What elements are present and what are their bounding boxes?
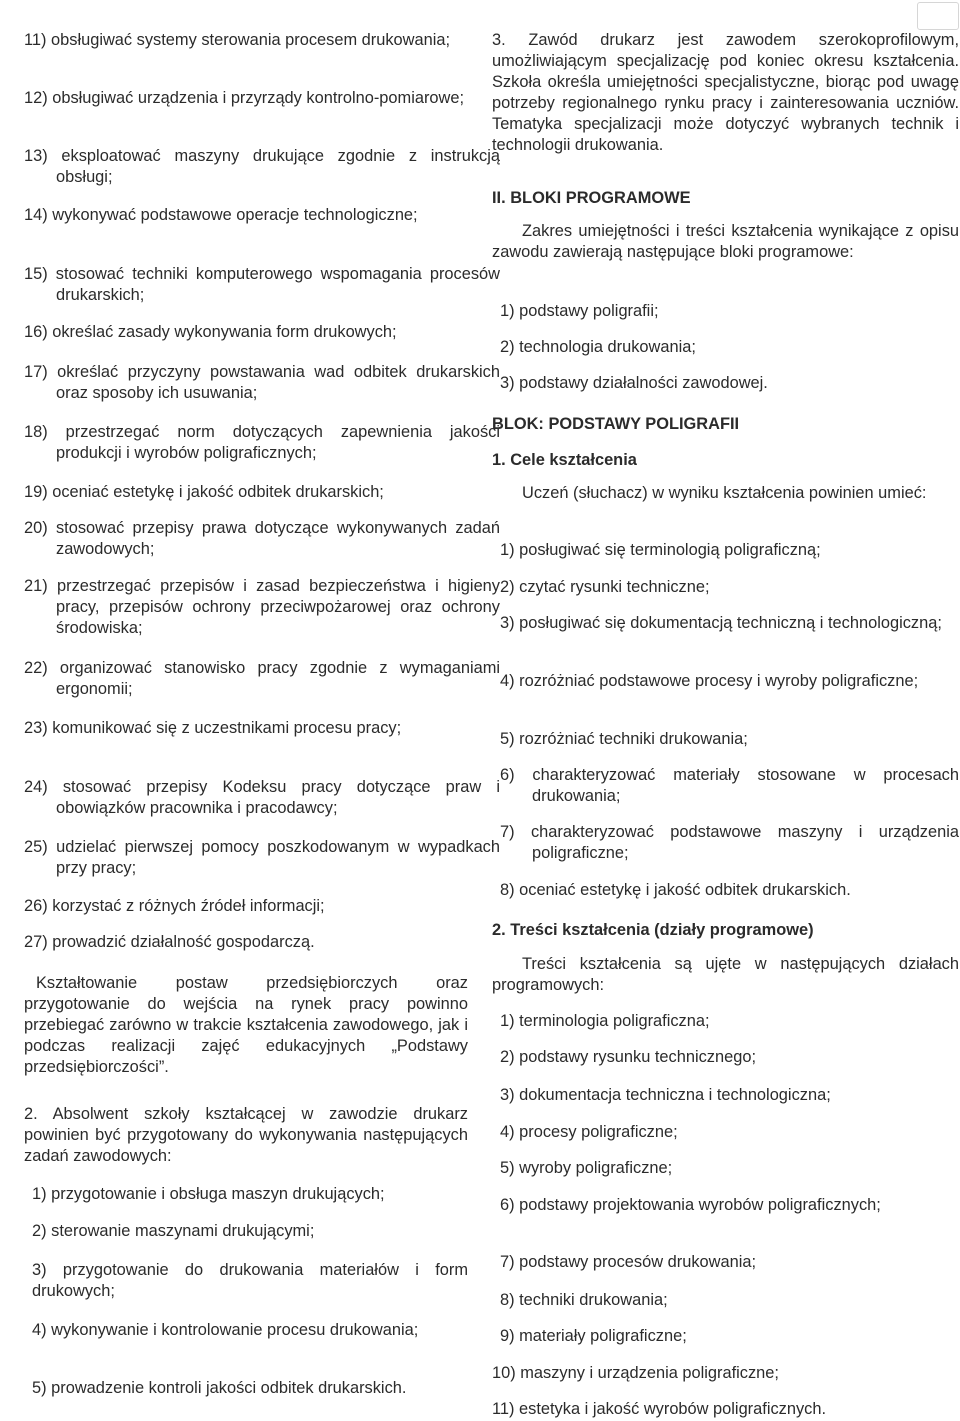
subsection-heading: 2. Treści kształcenia (działy programowe) [492, 921, 814, 939]
content-item: 3) dokumentacja techniczna i technologiczna; [500, 1086, 831, 1104]
list-item: 21) przestrzegać przepisów i zasad bezpieczeństwa i higieny pracy, przepisów ochrony przeciwpożarowej oraz ochrony środowiska; [24, 577, 500, 637]
content-item: 10) maszyny i urządzenia poligraficzne; [492, 1364, 779, 1382]
content-item: 9) materiały poligraficzne; [500, 1327, 687, 1345]
content-item: 8) techniki drukowania; [500, 1291, 668, 1309]
block-item: 1) podstawy poligrafii; [500, 302, 659, 320]
list-item: 17) określać przyczyny powstawania wad odbitek drukarskich oraz sposoby ich usuwania; [24, 363, 500, 402]
goal-item: 2) czytać rysunki techniczne; [500, 578, 710, 596]
block-heading: BLOK: PODSTAWY POLIGRAFII [492, 415, 740, 433]
goal-item: 8) oceniać estetykę i jakość odbitek drukarskich. [500, 881, 851, 899]
content-item: 7) podstawy procesów drukowania; [500, 1253, 757, 1271]
section-heading: II. BLOKI PROGRAMOWE [492, 189, 691, 207]
task-item: 5) prowadzenie kontroli jakości odbitek drukarskich. [32, 1379, 407, 1397]
goal-item: 7) charakteryzować podstawowe maszyny i urządzenia poligraficzne; [500, 823, 959, 862]
paragraph-specialization: 3. Zawód drukarz jest zawodem szerokoprofilowym, umożliwiającym specjalizację pod koniec okresu kształcenia. Szkoła określa umiejętności specjalistyczne, biorąc pod uwagę potrzeby regionalnego rynku pracy i zainteresowania uczniów. Tematyka specjalizacji może dotyczyć wybranych technik i technologii drukowania. [492, 31, 959, 154]
list-item: 13) eksploatować maszyny drukujące zgodnie z instrukcją obsługi; [24, 147, 500, 186]
content-item: 2) podstawy rysunku technicznego; [500, 1048, 757, 1066]
content-item: 1) terminologia poligraficzna; [500, 1012, 710, 1030]
list-item: 14) wykonywać podstawowe operacje technologiczne; [24, 206, 418, 224]
list-item: 16) określać zasady wykonywania form drukowych; [24, 323, 397, 341]
list-item: 23) komunikować się z uczestnikami procesu pracy; [24, 719, 402, 737]
goal-item: 6) charakteryzować materiały stosowane w procesach drukowania; [500, 766, 959, 805]
goal-item: 4) rozróżniać podstawowe procesy i wyroby poligraficzne; [500, 672, 919, 690]
tresci-intro: Treści kształcenia są ujęte w następujących działach programowych: [492, 955, 959, 994]
content-item: 5) wyroby poligraficzne; [500, 1159, 673, 1177]
list-item: 25) udzielać pierwszej pomocy poszkodowanym w wypadkach przy pracy; [24, 838, 500, 877]
list-item: 12) obsługiwać urządzenia i przyrządy kontrolno-pomiarowe; [24, 89, 465, 107]
content-item: 6) podstawy projektowania wyrobów poligraficznych; [500, 1196, 881, 1214]
block-item: 3) podstawy działalności zawodowej. [500, 374, 768, 392]
goal-item: 1) posługiwać się terminologią poligraficzną; [500, 541, 821, 559]
list-item: 11) obsługiwać systemy sterowania procesem drukowania; [24, 31, 451, 49]
list-item: 22) organizować stanowisko pracy zgodnie z wymaganiami ergonomii; [24, 659, 500, 698]
blocks-intro: Zakres umiejętności i treści kształcenia wynikające z opisu zawodu zawierają następujące bloki programowe: [492, 222, 959, 261]
page-corner-box [917, 2, 959, 30]
task-item: 2) sterowanie maszynami drukującymi; [32, 1222, 315, 1240]
paragraph-graduate-tasks: 2. Absolwent szkoły kształcącej w zawodzie drukarz powinien być przygotowany do wykonywania następujących zadań zawodowych: [24, 1105, 468, 1165]
list-item: 27) prowadzić działalność gospodarczą. [24, 933, 315, 951]
list-item: 19) oceniać estetykę i jakość odbitek drukarskich; [24, 483, 384, 501]
cele-intro: Uczeń (słuchacz) w wyniku kształcenia powinien umieć: [522, 484, 927, 502]
paragraph-entrepreneurship: Kształtowanie postaw przedsiębiorczych oraz przygotowanie do wejścia na rynek pracy powinno przebiegać zarówno w trakcie kształcenia zawodowego, jak i podczas realizacji zajęć edukacyjnych „Podstawy przedsiębiorczości”. [24, 974, 468, 1076]
list-item: 18) przestrzegać norm dotyczących zapewnienia jakości produkcji i wyrobów poligraficznych; [24, 423, 500, 462]
content-item: 4) procesy poligraficzne; [500, 1123, 678, 1141]
list-item: 26) korzystać z różnych źródeł informacji; [24, 897, 325, 915]
list-item: 15) stosować techniki komputerowego wspomagania procesów drukarskich; [24, 265, 500, 304]
block-item: 2) technologia drukowania; [500, 338, 696, 356]
task-item: 3) przygotowanie do drukowania materiałów i form drukowych; [32, 1261, 468, 1300]
content-item: 11) estetyka i jakość wyrobów poligraficznych. [492, 1400, 827, 1418]
subsection-heading: 1. Cele kształcenia [492, 451, 637, 469]
goal-item: 3) posługiwać się dokumentacją techniczną i technologiczną; [500, 614, 942, 632]
list-item: 20) stosować przepisy prawa dotyczące wykonywanych zadań zawodowych; [24, 519, 500, 558]
task-item: 4) wykonywanie i kontrolowanie procesu drukowania; [32, 1321, 419, 1339]
task-item: 1) przygotowanie i obsługa maszyn drukujących; [32, 1185, 385, 1203]
list-item: 24) stosować przepisy Kodeksu pracy dotyczące praw i obowiązków pracownika i pracodawcy; [24, 778, 500, 817]
goal-item: 5) rozróżniać techniki drukowania; [500, 730, 748, 748]
